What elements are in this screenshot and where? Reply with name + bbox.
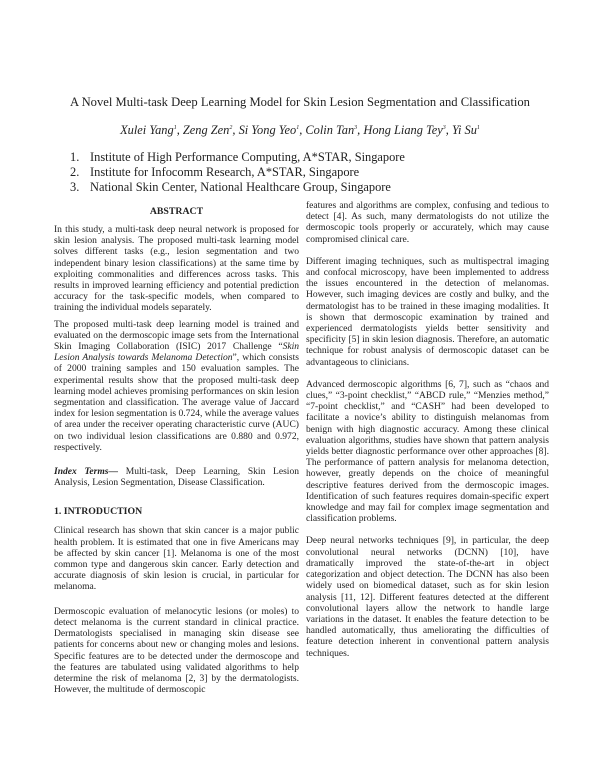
author: Yi Su$^1$ [451,123,480,137]
affiliation: 1. Institute of High Performance Computing, A*STAR, Singapore [70,150,405,164]
body-paragraph: Advanced dermoscopic algorithms [6, 7], such as “chaos and clues,” “3-point checklist,” “ABCD rule,” “Menzies method,” “7-point checklist,” and “CASH” had been developed to facilitate a novice’s ability to distinguish melanomas from benign with high diagnostic accuracy. Among these clinical evaluation algorithms, studies have shown that pattern analysis yields better diagnostic performance over other approaches [8]. The performance of pattern analysis for melanoma detection, however, greatly depends on the choice of meaningful descriptive features derived from the dermoscopic images. Identification of such features requires domain-specific expert knowledge and may fail for complex image segmentation and classification problems. [306,378,549,525]
body-paragraph: features and algorithms are complex, confusing and tedious to detect [4]. As such, many dermatologists do not utilize the dermoscopic tools properly or accurately, which may cause compromised clinical care. [306,200,549,245]
author: Colin Tan$^3$ [305,123,358,137]
body-paragraph: Clinical research has shown that skin cancer is a major public health problem. It is estimated that one in five Americans may be affected by skin cancer [1]. Melanoma is one of the most common type and dangerous skin cancer. Early detection and accurate diagnosis of skin lesion is crucial, in particular for melanoma. [54,525,299,593]
author: Hong Liang Tey$^3$ [363,123,446,137]
author: Si Yong Yeo$^1$ [238,123,300,137]
author-list: Xulei Yang$^1$, Zeng Zen$^2$, Si Yong Yeo$^1$, Colin Tan$^3$, Hong Liang Tey$^3$, Yi Su$^1$ [120,123,480,137]
section-heading: 1. INTRODUCTION [54,506,143,518]
abstract-paragraph: In this study, a multi-task deep neural network is proposed for skin lesion analysis. The proposed multi-task learning model solves different tasks (e.g., lesion segmentation and two independent binary lesion classifications) at the same time by exploiting commonalities and differences across tasks. This results in improved learning efficiency and potential prediction accuracy for the task-specific models, when compared to training the individual models separately. [54,224,299,314]
left-column [54,206,299,695]
abstract-heading: ABSTRACT [149,206,204,217]
right-column [306,200,549,659]
body-paragraph: Different imaging techniques, such as multispectral imaging and confocal microscopy, have been implemented to address the issues encountered in the detection of melanomas. However, such imaging devices are costly and bulky, and the dermatologist has to be trained in these imaging modalities. It is shown that dermoscopic examination by trained and experienced dermatologists yields better sensitivity and specificity [5] in skin lesion diagnosis. Therefore, an automatic technique for robust analysis of dermoscopic dataset can be advantageous to clinicians. [306,255,549,368]
index-terms: Index Terms— Multi-task, Deep Learning, Skin Lesion Analysis, Lesion Segmentation, Disease Classification. [54,466,299,489]
abstract-paragraph: The proposed multi-task deep learning model is trained and evaluated on the dermoscopic image sets from the International Skin Imaging Collaboration (ISIC) 2017 Challenge “Skin Lesion Analysis towards Melanoma Detection”, which consists of 2000 training samples and 150 evaluation samples. The experimental results show that the proposed multi-task deep learning model achieves promising performances on skin lesion segmentation and classification. The average value of Jaccard index for lesion segmentation is 0.724, while the average values of area under the receiver operating characteristic curve (AUC) on two individual lesion classifications are 0.880 and 0.972, respectively. [54,318,300,453]
author: Zeng Zen$^2$ [182,123,233,137]
body-paragraph: Deep neural networks techniques [9], in particular, the deep convolutional neural networks (DCNN) [10], have dramatically improved the state-of-the-art in object categorization and object detection. The DCNN has also been widely used on biomedical dataset, such as for skin lesion analysis [11, 12]. Different features detected at the different convolutional layers allow the network to handle large variations in the dataset. It enables the feature detection to be handled automatically, thus ameliorating the difficulties of feature detection inherent in conventional pattern analysis techniques. [306,535,549,659]
affiliation: 3. National Skin Center, National Healthcare Group, Singapore [70,180,391,194]
author: Xulei Yang$^1$ [120,123,177,137]
paper-title: A Novel Multi-task Deep Learning Model for Skin Lesion Segmentation and Classification [70,95,530,109]
affiliation: 2. Institute for Infocomm Research, A*STAR, Singapore [70,165,360,179]
body-paragraph: Dermoscopic evaluation of melanocytic lesions (or moles) to detect melanoma is the current standard in clinical practice. Dermatologists specialised in managing skin disease see patients for concerns about new or changing moles and lesions. Specific features are to be detected under the dermoscope and the features are tabulated using validated algorithms to help determine the risk of melanoma [2, 3] by the dermatologists. However, the multitude of dermoscopic [54,605,299,696]
